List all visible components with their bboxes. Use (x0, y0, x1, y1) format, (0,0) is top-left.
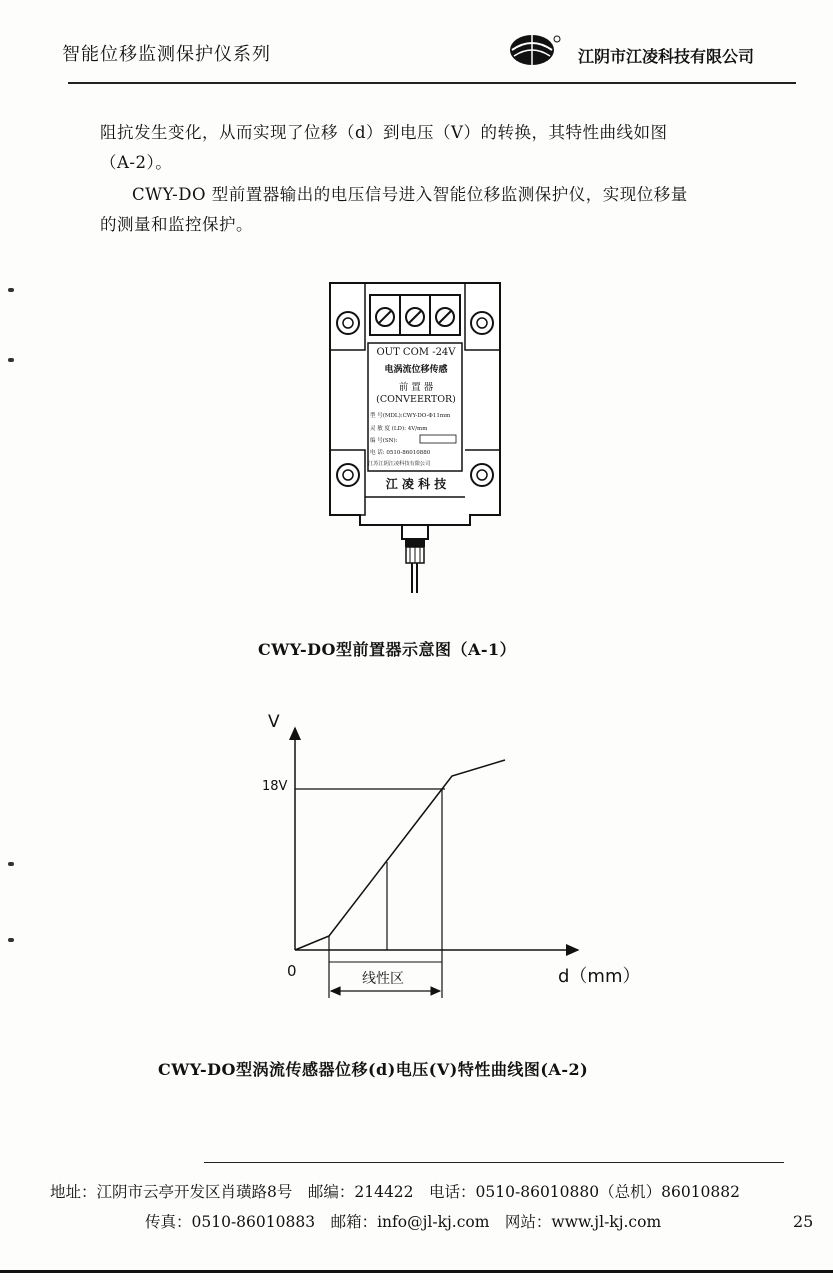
plate-phone: 电 话: 0510-86010880 (370, 450, 431, 456)
header-title: 智能位移监测保护仪系列 (62, 44, 271, 65)
plate-sensitivity: 灵 敏 度 (LD): 4V/mm (370, 426, 428, 432)
scan-speck (8, 358, 14, 362)
scan-speck (8, 938, 14, 942)
origin-label: 0 (287, 962, 297, 980)
device-brand: 江 凌 科 技 (385, 477, 447, 491)
paragraph-line: （A-2）。 (100, 153, 173, 172)
scan-speck (8, 862, 14, 866)
company-globe-logo-icon (508, 30, 562, 70)
plate-title: 电涡流位移传感 (384, 365, 448, 375)
plate-subtitle: 前 置 器 (398, 382, 434, 393)
plate-model: 型 号(MDL):CWY-DO-Ф11mm (370, 413, 451, 419)
x-axis-label: d（mm） (558, 966, 641, 987)
plate-serial: 编 号(SN): (370, 438, 398, 444)
scan-speck (8, 288, 14, 292)
paragraph-line: 阻抗发生变化，从而实现了位移（d）到电压（V）的转换，其特性曲线如图 (100, 123, 668, 142)
page-number: 25 (793, 1212, 814, 1231)
y-mark-label: 18V (262, 779, 288, 794)
figure-caption-a1: CWY-DO型前置器示意图（A-1） (258, 640, 517, 659)
linear-region-label: 线性区 (362, 971, 404, 987)
plate-terminals-label: OUT COM -24V (376, 347, 456, 358)
footer-divider (204, 1162, 784, 1163)
page-bottom-edge (0, 1270, 833, 1273)
plate-english: (CONVEERTOR) (376, 394, 456, 405)
y-axis-label: V (268, 712, 280, 732)
converter-diagram (320, 275, 510, 595)
paragraph-line: 的测量和监控保护。 (100, 215, 253, 234)
company-name: 江阴市江凌科技有限公司 (578, 47, 755, 66)
plate-maker: 江苏江阴江凌科技有限公司 (368, 461, 431, 467)
footer-contact-line: 传真：0510-86010883 邮箱：info@jl-kj.com 网站：www.jl-kj.com (145, 1213, 662, 1231)
figure-caption-a2: CWY-DO型涡流传感器位移(d)电压(V)特性曲线图(A-2) (158, 1060, 589, 1079)
footer-address-line: 地址：江阴市云亭开发区肖璜路8号 邮编：214422 电话：0510-86010880（总机）86010882 (50, 1183, 741, 1201)
paragraph-line: CWY-DO 型前置器输出的电压信号进入智能位移监测保护仪，实现位移量 (132, 185, 688, 204)
header-divider (68, 82, 796, 84)
